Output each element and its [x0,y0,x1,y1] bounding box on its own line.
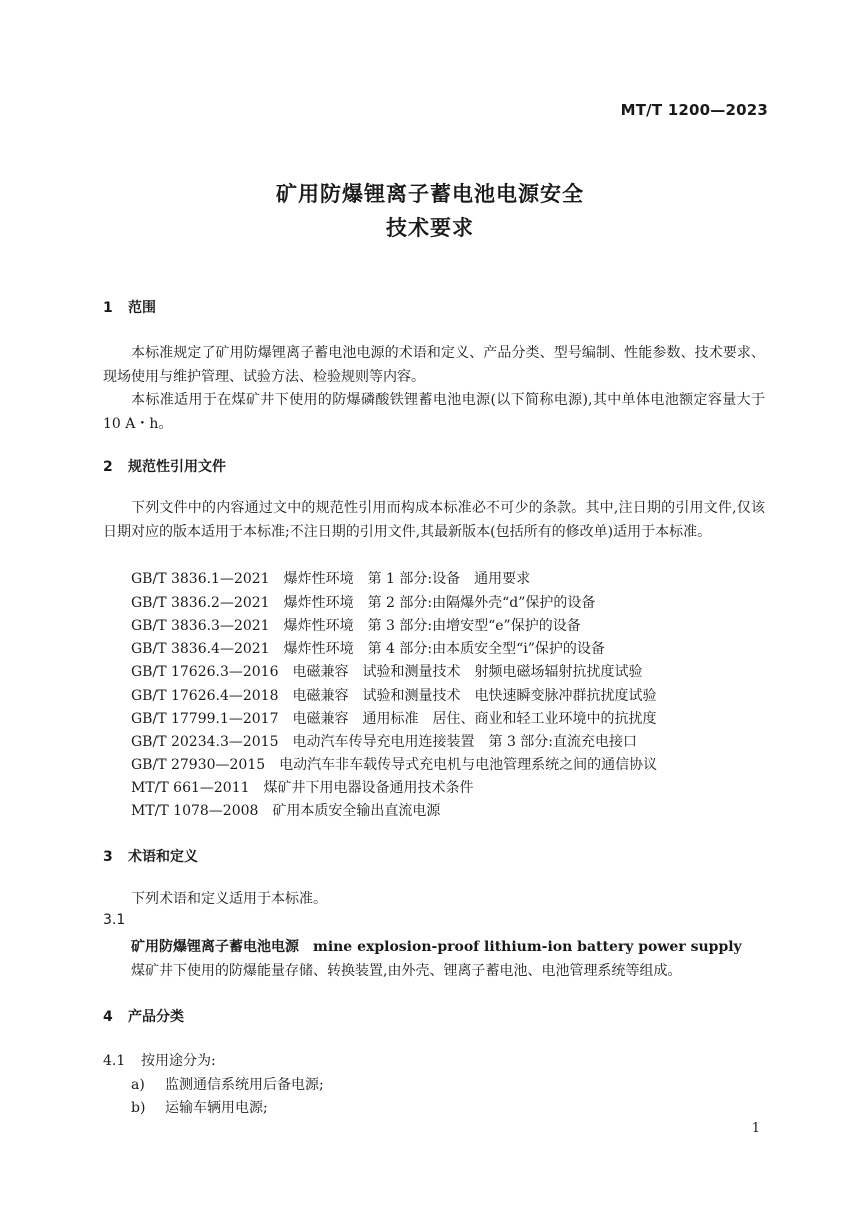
term-number: 3.1 [103,912,126,928]
scope-paragraph-1: 本标准规定了矿用防爆锂离子蓄电池电源的术语和定义、产品分类、型号编制、性能参数、技术要求、现场使用与维护管理、试验方法、检验规则等内容。 [103,345,765,385]
reference-title: 电动汽车非车载传导式充电机与电池管理系统之间的通信协议 [279,757,658,773]
section-2-heading [103,456,226,476]
reference-title: 爆炸性环境 第 2 部分:由隔爆外壳“d”保护的设备 [283,595,596,611]
section-number: 2 [103,459,113,475]
reference-item [131,708,657,728]
reference-item [131,592,595,612]
section-number: 4 [103,1009,113,1025]
scope-paragraph-2: 本标准适用于在煤矿井下使用的防爆磷酸铁锂蓄电池电源(以下简称电源),其中单体电池额定容量大于 10 A・h。 [103,392,765,432]
section-1-heading [103,297,156,317]
reference-code: GB/T 3836.4—2021 [131,641,270,657]
reference-code: GB/T 17626.3—2016 [131,664,279,680]
reference-title: 爆炸性环境 第 1 部分:设备 通用要求 [283,571,531,587]
reference-title: 电磁兼容 试验和测量技术 电快速瞬变脉冲群抗扰度试验 [292,688,657,704]
section-3-heading [103,846,198,866]
reference-item [131,568,530,588]
reference-code: GB/T 3836.2—2021 [131,595,270,611]
term-definition: 煤矿井下使用的防爆能量存储、转换装置,由外壳、锂离子蓄电池、电池管理系统等组成。 [131,963,682,979]
reference-code: GB/T 3836.3—2021 [131,618,270,634]
list-item-text: 监测通信系统用后备电源; [165,1077,324,1093]
reference-code: MT/T 1078—2008 [131,803,259,819]
subclause-text: 按用途分为: [141,1053,216,1069]
reference-code: GB/T 27930—2015 [131,757,266,773]
term-heading [131,936,742,956]
reference-item [131,777,474,797]
page-number: 1 [751,1121,760,1136]
subclause-number: 4.1 [103,1053,126,1069]
reference-title: 煤矿井下用电器设备通用技术条件 [263,780,474,796]
reference-item [131,685,657,705]
reference-item [131,638,605,658]
section-4-heading [103,1006,184,1026]
subclause-4-1 [103,1050,216,1070]
list-item [131,1074,324,1094]
term-chinese: 矿用防爆锂离子蓄电池电源 [131,939,299,955]
document-title-line-2: 技术要求 [386,216,474,240]
term-english: mine explosion-proof lithium-ion battery power supply [313,939,742,955]
reference-title: 矿用本质安全输出直流电源 [272,803,441,819]
list-item-label: a) [131,1077,145,1093]
reference-item [131,754,657,774]
reference-title: 爆炸性环境 第 4 部分:由本质安全型“i”保护的设备 [283,641,605,657]
reference-item [131,615,581,635]
reference-title: 电磁兼容 试验和测量技术 射频电磁场辐射抗扰度试验 [292,664,643,680]
reference-code: GB/T 17799.1—2017 [131,711,279,727]
section-number: 1 [103,300,113,316]
reference-item [131,800,440,820]
standard-code: MT/T 1200—2023 [620,101,768,119]
section-number: 3 [103,849,113,865]
reference-title: 爆炸性环境 第 3 部分:由增安型“e”保护的设备 [283,618,581,634]
reference-title: 电磁兼容 通用标准 居住、商业和轻工业环境中的抗扰度 [292,711,657,727]
reference-code: GB/T 17626.4—2018 [131,688,279,704]
list-item-label: b) [131,1100,146,1116]
reference-item [131,731,637,751]
terms-intro: 下列术语和定义适用于本标准。 [131,891,327,907]
reference-code: MT/T 661—2011 [131,780,250,796]
section-title: 产品分类 [128,1009,184,1025]
reference-code: GB/T 20234.3—2015 [131,734,279,750]
section-title: 规范性引用文件 [128,459,226,475]
section-title: 范围 [128,300,156,316]
reference-code: GB/T 3836.1—2021 [131,571,270,587]
list-item [131,1097,268,1117]
section-title: 术语和定义 [128,849,198,865]
reference-item [131,661,643,681]
document-title-line-1: 矿用防爆锂离子蓄电池电源安全 [276,182,584,206]
reference-title: 电动汽车传导充电用连接装置 第 3 部分:直流充电接口 [292,734,638,750]
list-item-text: 运输车辆用电源; [165,1100,268,1116]
normative-references-intro: 下列文件中的内容通过文中的规范性引用而构成本标准必不可少的条款。其中,注日期的引用文件,仅该日期对应的版本适用于本标准;不注日期的引用文件,其最新版本(包括所有的修改单)适用于本标准。 [103,500,765,540]
